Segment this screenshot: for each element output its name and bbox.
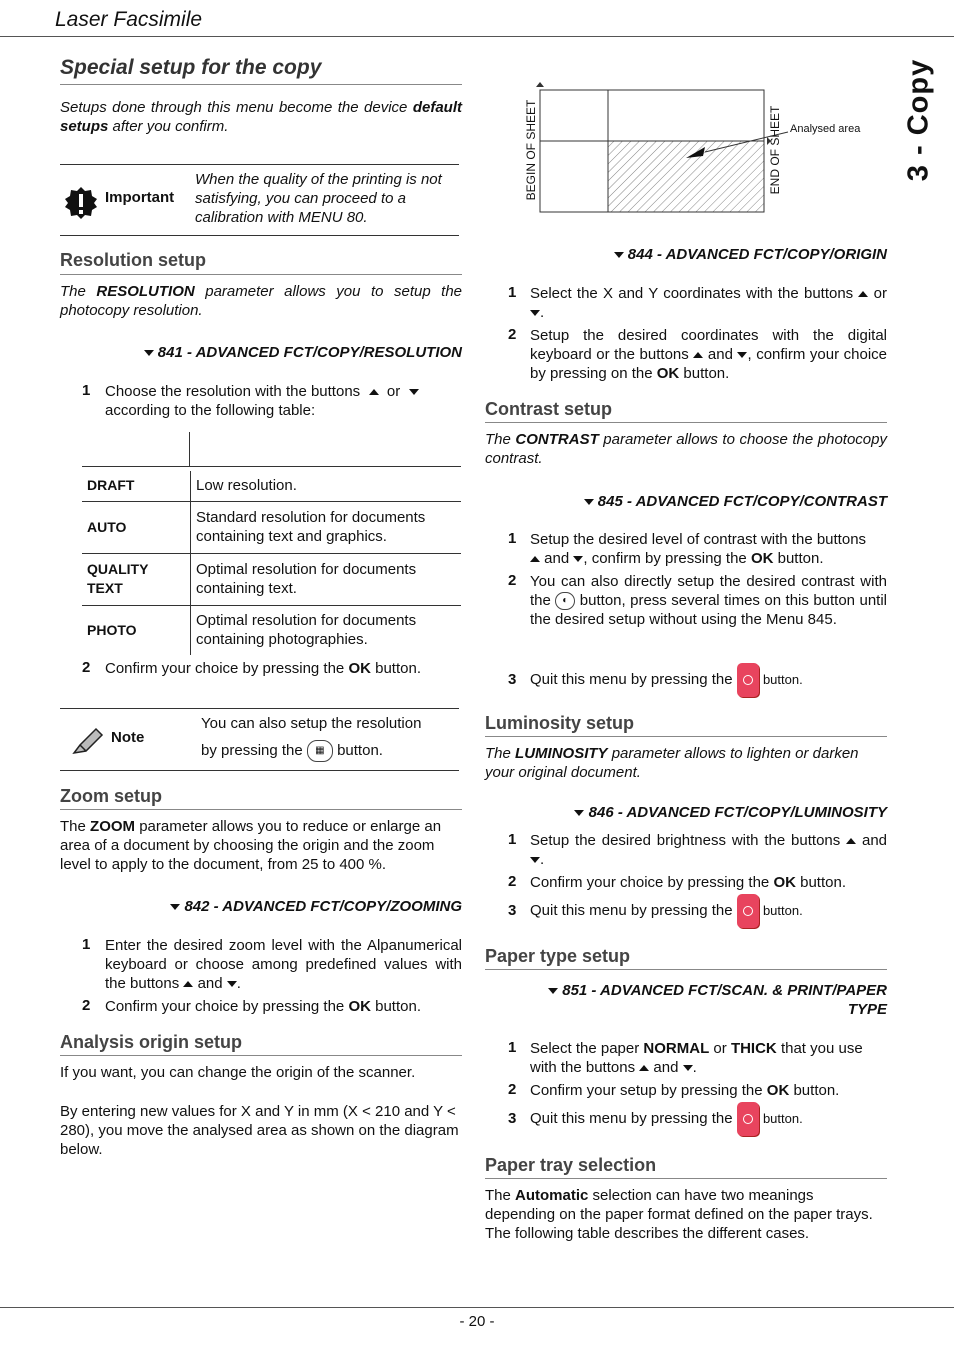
contrast-key-icon: ◐ (555, 592, 575, 610)
title-rule (60, 84, 462, 85)
luminosity-step-3: Quit this menu by pressing the button. (530, 894, 803, 928)
resolution-heading: Resolution setup (60, 250, 207, 270)
zoom-step-2: Confirm your choice by pressing the OK button. (105, 998, 421, 1015)
arrow-up-icon (846, 838, 856, 844)
zoom-text: The ZOOM parameter allows you to reduce or enlarge an area of a document by choosing the origin and the zoom level to apply to the document, from 25 to 400 %. (60, 818, 442, 873)
arrow-down-icon (227, 981, 237, 987)
contrast-text: The CONTRAST parameter allows to choose the photocopy contrast. (485, 431, 887, 467)
paper-type-menu-path: 851 - ADVANCED FCT/SCAN. & PRINT/PAPER TYPE (485, 981, 887, 1019)
table-row: QUALITY TEXT Optimal resolution for documents containing text. (82, 553, 461, 605)
arrow-down-icon (737, 352, 747, 358)
origin-step-1: Select the X and Y coordinates with the buttons or . (530, 285, 887, 321)
intro-text: Setups done through this menu become the device default setups after you confirm. (60, 99, 462, 135)
arrow-down-icon (683, 1065, 693, 1071)
arrow-down-icon (530, 857, 540, 863)
analysis-heading: Analysis origin setup (60, 1032, 243, 1052)
arrow-down-icon (170, 904, 180, 910)
luminosity-step-1: Setup the desired brightness with the buttons and . (530, 832, 888, 868)
resolution-key-icon: ▦ (307, 740, 333, 762)
analysis-text-1: If you want, you can change the origin of the scanner. (60, 1064, 416, 1081)
end-of-sheet-label: END OF SHEET (768, 105, 782, 195)
origin-menu-path: 844 - ADVANCED FCT/COPY/ORIGIN (485, 245, 887, 264)
analysed-area-label: Analysed area (790, 123, 861, 135)
arrow-down-icon (614, 252, 624, 258)
note-line-2: by pressing the ▦ button. (201, 740, 383, 762)
arrow-up-icon (858, 291, 868, 297)
luminosity-heading: Luminosity setup (485, 713, 635, 733)
note-label: Note (111, 729, 145, 746)
table-row: DRAFT Low resolution. (82, 471, 461, 501)
contrast-step-3: Quit this menu by pressing the button. (530, 663, 803, 697)
important-label: Important (105, 189, 175, 206)
stop-button-icon (737, 1102, 759, 1136)
resolution-table (82, 471, 461, 655)
table-row: PHOTO Optimal resolution for documents containing photographies. (82, 605, 461, 655)
luminosity-text: The LUMINOSITY parameter allows to lighten or darken your original document. (485, 745, 859, 781)
resolution-text: The RESOLUTION parameter allows you to setup the photocopy resolution. (60, 283, 463, 319)
stop-button-icon (737, 894, 759, 928)
arrow-down-icon (574, 810, 584, 816)
contrast-heading: Contrast setup (485, 399, 613, 419)
arrow-up-icon (530, 556, 540, 562)
zoom-heading: Zoom setup (60, 786, 162, 806)
chapter-tab: 3 - Copy (902, 58, 934, 182)
header-title: Laser Facsimile (55, 8, 203, 31)
zoom-menu-path: 842 - ADVANCED FCT/COPY/ZOOMING (60, 897, 462, 916)
important-text: When the quality of the printing is not satisfying, you can proceed to a calibration with MENU 80. (195, 171, 442, 226)
begin-of-sheet-label: BEGIN OF SHEET (524, 99, 538, 201)
arrow-up-icon (183, 981, 193, 987)
note-pencil-icon (72, 727, 104, 755)
footer-rule (0, 1307, 954, 1308)
paper-type-step-1: Select the paper NORMAL or THICK that you use with the buttons and . (530, 1040, 863, 1076)
note-line-1: You can also setup the resolution (201, 715, 422, 732)
arrow-up-icon (693, 352, 703, 358)
contrast-step-2: You can also directly setup the desired contrast with the ◐ button, press several times on this button until the desired setup without using the Menu 845. (530, 573, 888, 629)
page-number: - 20 - (459, 1313, 495, 1330)
arrow-down-icon (548, 988, 558, 994)
paper-type-step-2: Confirm your setup by pressing the OK button. (530, 1082, 840, 1099)
arrow-down-icon (584, 499, 594, 505)
resolution-step-1: Choose the resolution with the buttons or according to the following table: (105, 382, 462, 420)
resolution-menu-path: 841 - ADVANCED FCT/COPY/RESOLUTION (60, 343, 462, 362)
contrast-menu-path: 845 - ADVANCED FCT/COPY/CONTRAST (485, 492, 887, 511)
contrast-step-1: Setup the desired level of contrast with the buttons and , confirm by pressing the OK button. (530, 531, 867, 567)
origin-step-2: Setup the desired coordinates with the digital keyboard or the buttons and , confirm your choice by pressing on the OK button. (530, 327, 888, 382)
arrow-down-icon (144, 350, 154, 356)
analysis-area-diagram (520, 82, 880, 217)
page-title: Special setup for the copy (60, 56, 322, 79)
important-icon (64, 186, 98, 220)
paper-type-step-3: Quit this menu by pressing the button. (530, 1102, 803, 1136)
zoom-step-1: Enter the desired zoom level with the Alpanumerical keyboard or choose among predefined values with the buttons and . (105, 937, 462, 992)
luminosity-menu-path: 846 - ADVANCED FCT/COPY/LUMINOSITY (485, 803, 887, 822)
arrow-up-icon (369, 389, 379, 395)
paper-tray-heading: Paper tray selection (485, 1155, 657, 1175)
resolution-step-2: Confirm your choice by pressing the OK button. (105, 660, 421, 677)
arrow-down-icon (409, 389, 419, 395)
arrow-up-icon (639, 1065, 649, 1071)
header-rule (0, 36, 954, 37)
arrow-down-icon (573, 556, 583, 562)
arrow-down-icon (530, 310, 540, 316)
luminosity-step-2: Confirm your choice by pressing the OK button. (530, 874, 846, 891)
analysis-text-2: By entering new values for X and Y in mm (X < 210 and Y < 280), you move the analysed area as shown on the diagram below. (60, 1103, 459, 1158)
stop-button-icon (737, 663, 759, 697)
table-row: AUTO Standard resolution for documents containing text and graphics. (82, 501, 461, 553)
paper-tray-text: The Automatic selection can have two meanings depending on the paper format defined on the paper trays. The following table describes the different cases. (485, 1187, 873, 1242)
paper-type-heading: Paper type setup (485, 946, 631, 966)
